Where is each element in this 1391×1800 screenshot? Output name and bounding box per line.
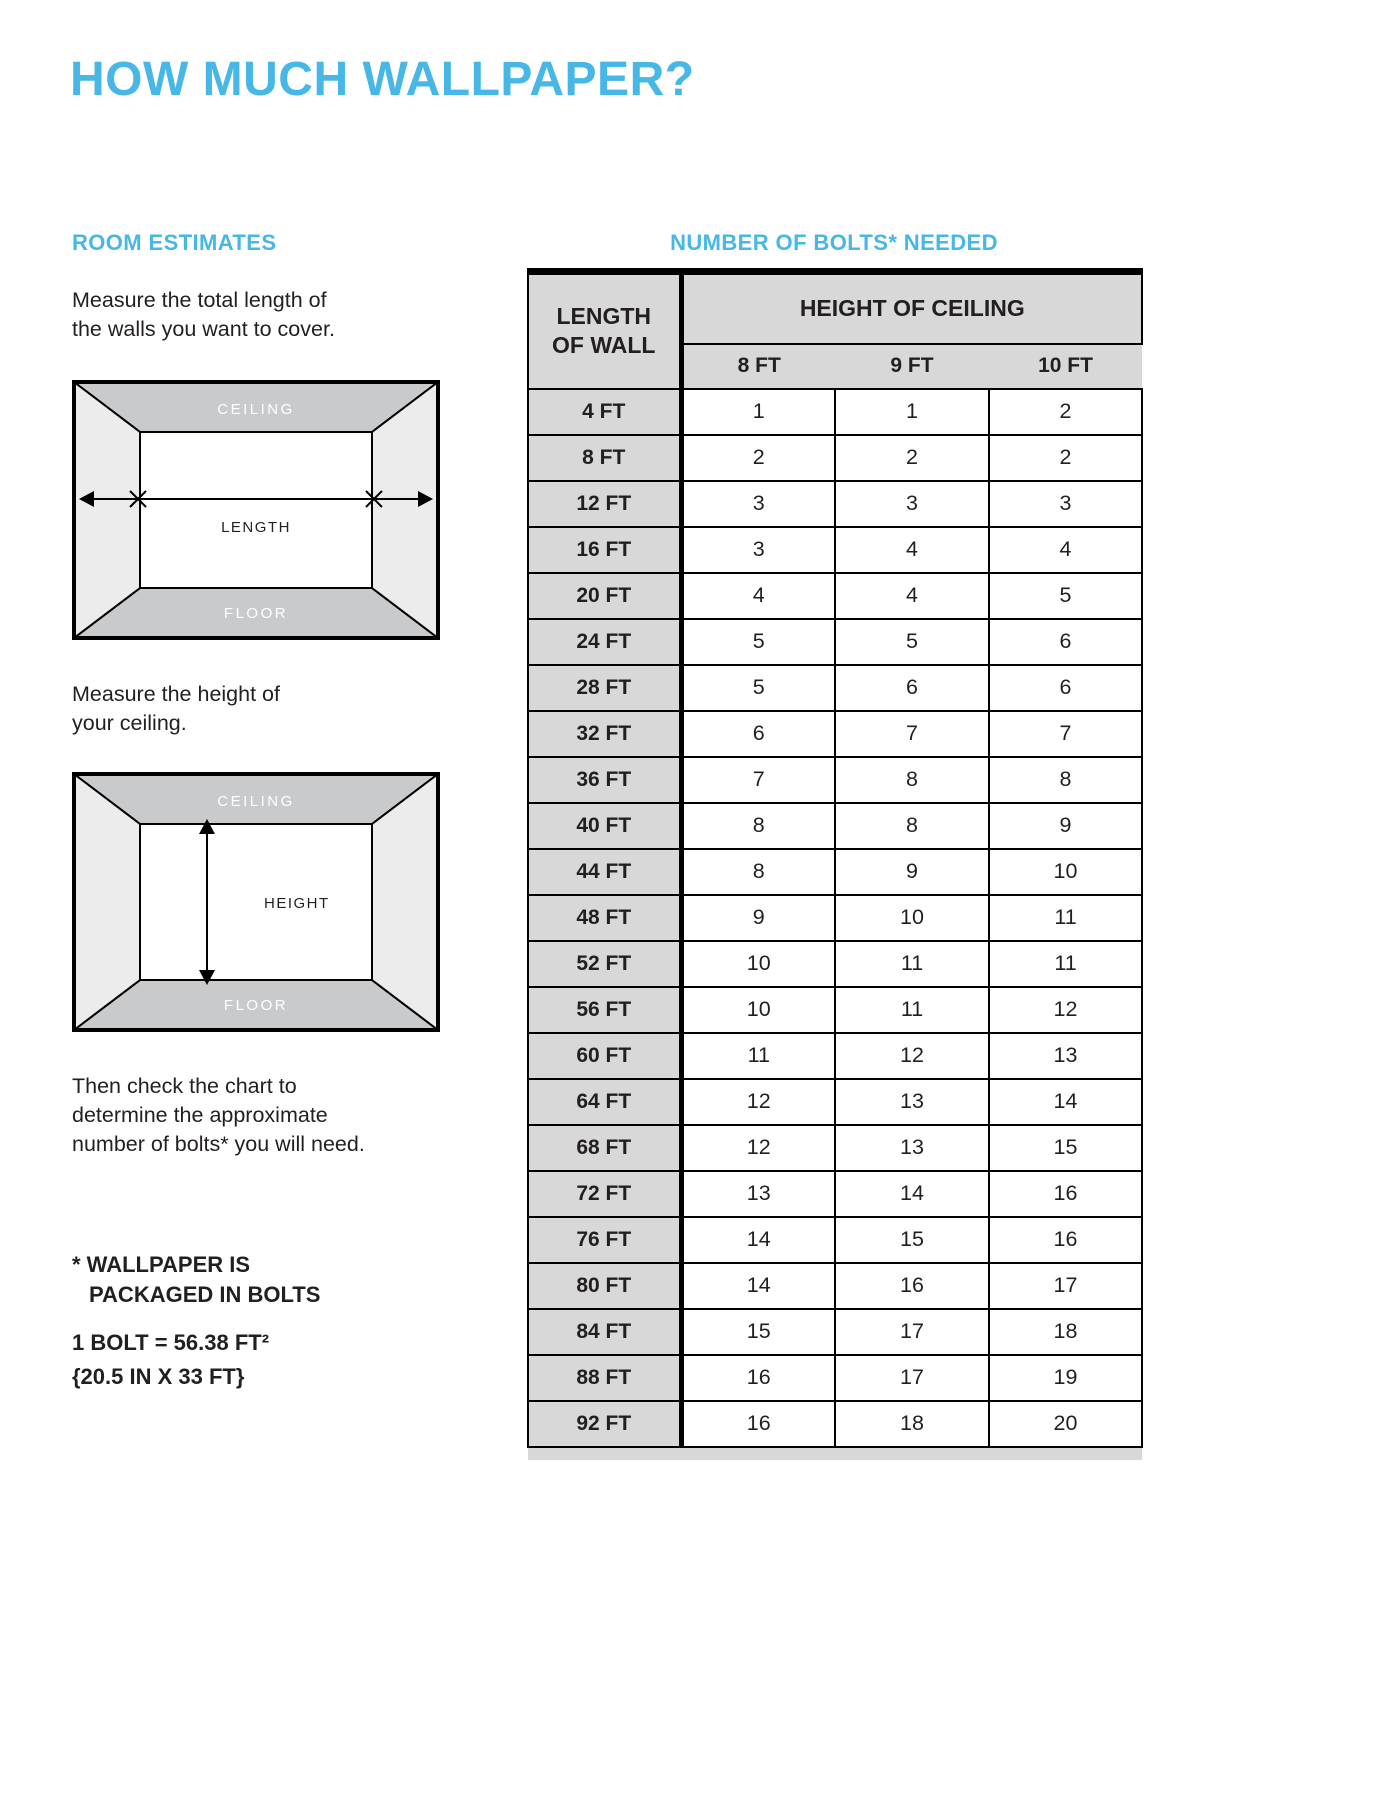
room-height-diagram (72, 772, 440, 1037)
bolt-count-cell: 19 (989, 1355, 1142, 1401)
row-length-label: 84 FT (528, 1309, 681, 1355)
row-length-label: 20 FT (528, 573, 681, 619)
row-length-label: 56 FT (528, 987, 681, 1033)
table-row (528, 849, 1142, 895)
instruction-measure-height (72, 680, 280, 738)
bolt-count-cell: 11 (989, 895, 1142, 941)
bolt-count-cell: 13 (989, 1033, 1142, 1079)
table-row (528, 481, 1142, 527)
room-estimates-heading: ROOM ESTIMATES (72, 230, 277, 255)
bolt-spec-line: 1 BOLT = 56.38 FT² (72, 1330, 270, 1355)
height-label: HEIGHT (264, 895, 330, 912)
height-of-ceiling-header: HEIGHT OF CEILING (681, 272, 1142, 344)
ceiling-label: CEILING (217, 793, 295, 810)
bolt-count-cell: 4 (989, 527, 1142, 573)
bolt-footnote (72, 1250, 320, 1310)
bolt-spec-line: {20.5 IN X 33 FT} (72, 1364, 245, 1389)
table-header-row (528, 272, 1142, 344)
table-row (528, 987, 1142, 1033)
instruction-line: the walls you want to cover. (72, 317, 335, 341)
table-footer-strip (528, 1447, 1142, 1460)
row-length-label: 60 FT (528, 1033, 681, 1079)
bolt-count-cell: 12 (835, 1033, 989, 1079)
table-row (528, 665, 1142, 711)
row-length-label: 68 FT (528, 1125, 681, 1171)
table-row (528, 1171, 1142, 1217)
bolt-count-cell: 13 (835, 1125, 989, 1171)
bolt-count-cell: 12 (681, 1125, 835, 1171)
bolt-count-cell: 8 (835, 757, 989, 803)
row-length-label: 8 FT (528, 435, 681, 481)
floor-label: FLOOR (223, 605, 289, 622)
bolt-count-cell: 14 (681, 1217, 835, 1263)
bolt-count-cell: 3 (681, 527, 835, 573)
footnote-line: PACKAGED IN BOLTS (89, 1282, 321, 1307)
bolt-count-cell: 14 (835, 1171, 989, 1217)
bolt-count-cell: 2 (989, 435, 1142, 481)
bolt-count-cell: 1 (681, 389, 835, 435)
bolt-count-cell: 15 (835, 1217, 989, 1263)
row-length-label: 40 FT (528, 803, 681, 849)
bolt-count-cell: 17 (989, 1263, 1142, 1309)
table-row (528, 1125, 1142, 1171)
bolts-table-body (528, 389, 1142, 1447)
bolt-count-cell: 11 (681, 1033, 835, 1079)
bolts-table-heading: NUMBER OF BOLTS* NEEDED (670, 230, 998, 255)
bolt-count-cell: 10 (835, 895, 989, 941)
row-length-label: 4 FT (528, 389, 681, 435)
bolt-count-cell: 8 (681, 803, 835, 849)
bolts-table-container (527, 268, 1141, 1460)
bolt-count-cell: 16 (989, 1171, 1142, 1217)
bolt-count-cell: 7 (681, 757, 835, 803)
bolt-count-cell: 14 (681, 1263, 835, 1309)
back-wall (140, 432, 372, 588)
bolt-count-cell: 17 (835, 1355, 989, 1401)
bolt-count-cell: 11 (835, 941, 989, 987)
instruction-line: Measure the total length of (72, 288, 327, 312)
bolt-count-cell: 14 (989, 1079, 1142, 1125)
bolt-count-cell: 2 (681, 435, 835, 481)
bolt-count-cell: 2 (835, 435, 989, 481)
bolt-count-cell: 6 (835, 665, 989, 711)
table-row (528, 895, 1142, 941)
table-row (528, 1079, 1142, 1125)
bolt-count-cell: 4 (835, 573, 989, 619)
table-row (528, 1217, 1142, 1263)
row-length-label: 12 FT (528, 481, 681, 527)
table-row (528, 1401, 1142, 1447)
floor-label: FLOOR (223, 997, 289, 1014)
row-length-label: 48 FT (528, 895, 681, 941)
table-row (528, 389, 1142, 435)
table-row (528, 573, 1142, 619)
row-length-label: 64 FT (528, 1079, 681, 1125)
bolt-count-cell: 9 (989, 803, 1142, 849)
bolt-count-cell: 18 (989, 1309, 1142, 1355)
bolt-count-cell: 2 (989, 389, 1142, 435)
ceiling-8ft-header: 8 FT (681, 344, 835, 389)
row-length-label: 16 FT (528, 527, 681, 573)
bolt-count-cell: 8 (681, 849, 835, 895)
bolt-count-cell: 11 (835, 987, 989, 1033)
back-wall (140, 824, 372, 980)
bolt-count-cell: 13 (681, 1171, 835, 1217)
bolt-count-cell: 12 (681, 1079, 835, 1125)
row-length-label: 72 FT (528, 1171, 681, 1217)
bolt-count-cell: 5 (681, 665, 835, 711)
table-row (528, 757, 1142, 803)
bolt-count-cell: 8 (989, 757, 1142, 803)
table-row (528, 1033, 1142, 1079)
instruction-line: Then check the chart to (72, 1074, 297, 1098)
table-row (528, 1263, 1142, 1309)
bolt-count-cell: 17 (835, 1309, 989, 1355)
footer-strip-cell (528, 1447, 1142, 1460)
row-length-label: 44 FT (528, 849, 681, 895)
table-row (528, 803, 1142, 849)
ceiling-label: CEILING (217, 401, 295, 418)
bolt-count-cell: 15 (681, 1309, 835, 1355)
ceiling-10ft-header: 10 FT (989, 344, 1142, 389)
table-row (528, 619, 1142, 665)
table-row (528, 941, 1142, 987)
instruction-line: number of bolts* you will need. (72, 1132, 365, 1156)
bolt-count-cell: 1 (835, 389, 989, 435)
row-length-label: 52 FT (528, 941, 681, 987)
bolt-count-cell: 9 (835, 849, 989, 895)
row-length-label: 32 FT (528, 711, 681, 757)
bolt-count-cell: 12 (989, 987, 1142, 1033)
bolt-count-cell: 18 (835, 1401, 989, 1447)
row-length-label: 76 FT (528, 1217, 681, 1263)
instruction-line: your ceiling. (72, 711, 187, 735)
length-of-wall-header: LENGTH OF WALL (528, 272, 681, 389)
bolt-count-cell: 5 (681, 619, 835, 665)
footnote-line: * WALLPAPER IS (72, 1252, 251, 1277)
bolt-count-cell: 20 (989, 1401, 1142, 1447)
bolt-count-cell: 10 (681, 941, 835, 987)
row-length-label: 36 FT (528, 757, 681, 803)
instruction-line: determine the approximate (72, 1103, 328, 1127)
instruction-measure-length (72, 286, 335, 344)
bolt-count-cell: 7 (835, 711, 989, 757)
bolt-count-cell: 16 (835, 1263, 989, 1309)
bolt-count-cell: 16 (681, 1355, 835, 1401)
row-length-label: 80 FT (528, 1263, 681, 1309)
bolt-count-cell: 4 (835, 527, 989, 573)
bolt-count-cell: 16 (989, 1217, 1142, 1263)
bolt-count-cell: 9 (681, 895, 835, 941)
table-row (528, 435, 1142, 481)
length-label: LENGTH (221, 519, 291, 536)
bolt-spec (72, 1326, 269, 1394)
bolt-count-cell: 6 (989, 619, 1142, 665)
table-row (528, 1309, 1142, 1355)
bolt-count-cell: 3 (989, 481, 1142, 527)
bolt-count-cell: 15 (989, 1125, 1142, 1171)
page-title: HOW MUCH WALLPAPER? (70, 53, 695, 106)
bolt-count-cell: 8 (835, 803, 989, 849)
bolt-count-cell: 4 (681, 573, 835, 619)
ceiling-9ft-header: 9 FT (835, 344, 989, 389)
bolt-count-cell: 7 (989, 711, 1142, 757)
row-length-label: 88 FT (528, 1355, 681, 1401)
bolts-table (527, 268, 1143, 1460)
bolt-count-cell: 16 (681, 1401, 835, 1447)
table-row (528, 527, 1142, 573)
bolt-count-cell: 5 (989, 573, 1142, 619)
instruction-check-chart (72, 1072, 365, 1159)
row-length-label: 28 FT (528, 665, 681, 711)
bolt-count-cell: 3 (681, 481, 835, 527)
bolt-count-cell: 10 (989, 849, 1142, 895)
table-row (528, 1355, 1142, 1401)
bolt-count-cell: 6 (681, 711, 835, 757)
bolt-count-cell: 3 (835, 481, 989, 527)
bolt-count-cell: 13 (835, 1079, 989, 1125)
room-length-diagram (72, 380, 440, 645)
row-length-label: 92 FT (528, 1401, 681, 1447)
bolt-count-cell: 5 (835, 619, 989, 665)
table-row (528, 711, 1142, 757)
bolt-count-cell: 10 (681, 987, 835, 1033)
bolt-count-cell: 11 (989, 941, 1142, 987)
bolt-count-cell: 6 (989, 665, 1142, 711)
row-length-label: 24 FT (528, 619, 681, 665)
instruction-line: Measure the height of (72, 682, 280, 706)
